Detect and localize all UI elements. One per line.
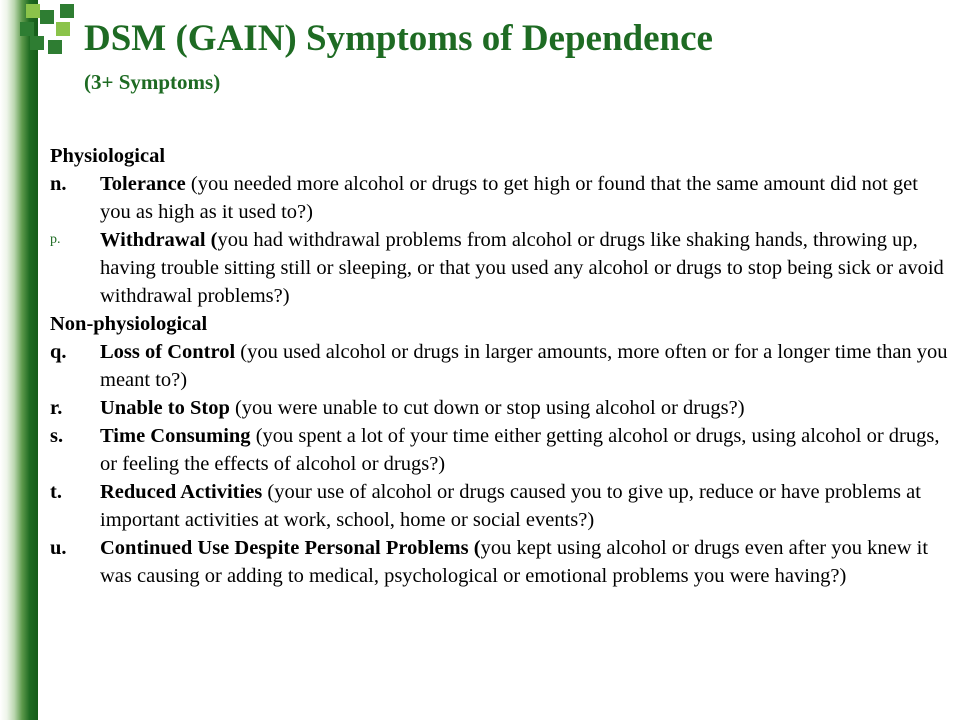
item-text: (you were unable to cut down or stop using alcohol or drugs?) bbox=[229, 397, 745, 419]
section-heading-physiological: Physiological bbox=[50, 145, 166, 167]
item-text: you kept using alcohol or drugs even after you knew it was causing or adding to medical, psychological or emotional problems you were having?) bbox=[100, 537, 929, 587]
item-letter: q. bbox=[50, 341, 67, 363]
list-item bbox=[50, 226, 950, 310]
list-item bbox=[50, 338, 950, 394]
list-item bbox=[50, 534, 950, 590]
list-item bbox=[50, 478, 950, 534]
logo-square bbox=[30, 36, 44, 50]
item-term: Time Consuming bbox=[100, 425, 251, 447]
side-gradient-bar bbox=[0, 0, 38, 720]
list-item bbox=[50, 422, 950, 478]
section-heading-non-physiological: Non-physiological bbox=[50, 313, 208, 335]
logo-square bbox=[48, 40, 62, 54]
item-term: Withdrawal ( bbox=[100, 229, 218, 251]
item-text: you had withdrawal problems from alcohol or drugs like shaking hands, throwing up, having trouble sitting still or sleeping, or that you used any alcohol or drugs to stop being sick or avoid withdrawal problems?) bbox=[100, 229, 944, 307]
item-term: Reduced Activities bbox=[100, 481, 263, 503]
logo-square bbox=[26, 4, 40, 18]
item-letter: p. bbox=[50, 232, 61, 247]
symptom-list bbox=[50, 142, 950, 590]
list-item bbox=[50, 394, 950, 422]
item-letter: t. bbox=[50, 481, 62, 503]
item-letter: u. bbox=[50, 537, 67, 559]
slide-subtitle: (3+ Symptoms) bbox=[84, 70, 221, 94]
item-letter: s. bbox=[50, 425, 64, 447]
logo-square bbox=[56, 22, 70, 36]
item-text: (you spent a lot of your time either getting alcohol or drugs, using alcohol or drugs, or feeling the effects of alcohol or drugs?) bbox=[100, 425, 940, 475]
checkered-squares-logo-icon bbox=[0, 0, 80, 70]
item-text: (you needed more alcohol or drugs to get high or found that the same amount did not get you as high as it used to?) bbox=[100, 173, 918, 223]
item-term: Tolerance bbox=[100, 173, 186, 195]
logo-square bbox=[60, 4, 74, 18]
item-term: Loss of Control bbox=[100, 341, 236, 363]
item-letter: r. bbox=[50, 397, 63, 419]
item-term: Unable to Stop bbox=[100, 397, 230, 419]
list-item bbox=[50, 170, 950, 226]
slide-title: DSM (GAIN) Symptoms of Dependence bbox=[84, 18, 713, 59]
item-text: (your use of alcohol or drugs caused you to give up, reduce or have problems at important activities at work, school, home or social events?) bbox=[100, 481, 921, 531]
item-text: (you used alcohol or drugs in larger amounts, more often or for a longer time than you meant to?) bbox=[100, 341, 948, 391]
item-term: Continued Use Despite Personal Problems ( bbox=[100, 537, 481, 559]
item-letter: n. bbox=[50, 173, 67, 195]
logo-square bbox=[40, 10, 54, 24]
logo-square bbox=[20, 22, 34, 36]
